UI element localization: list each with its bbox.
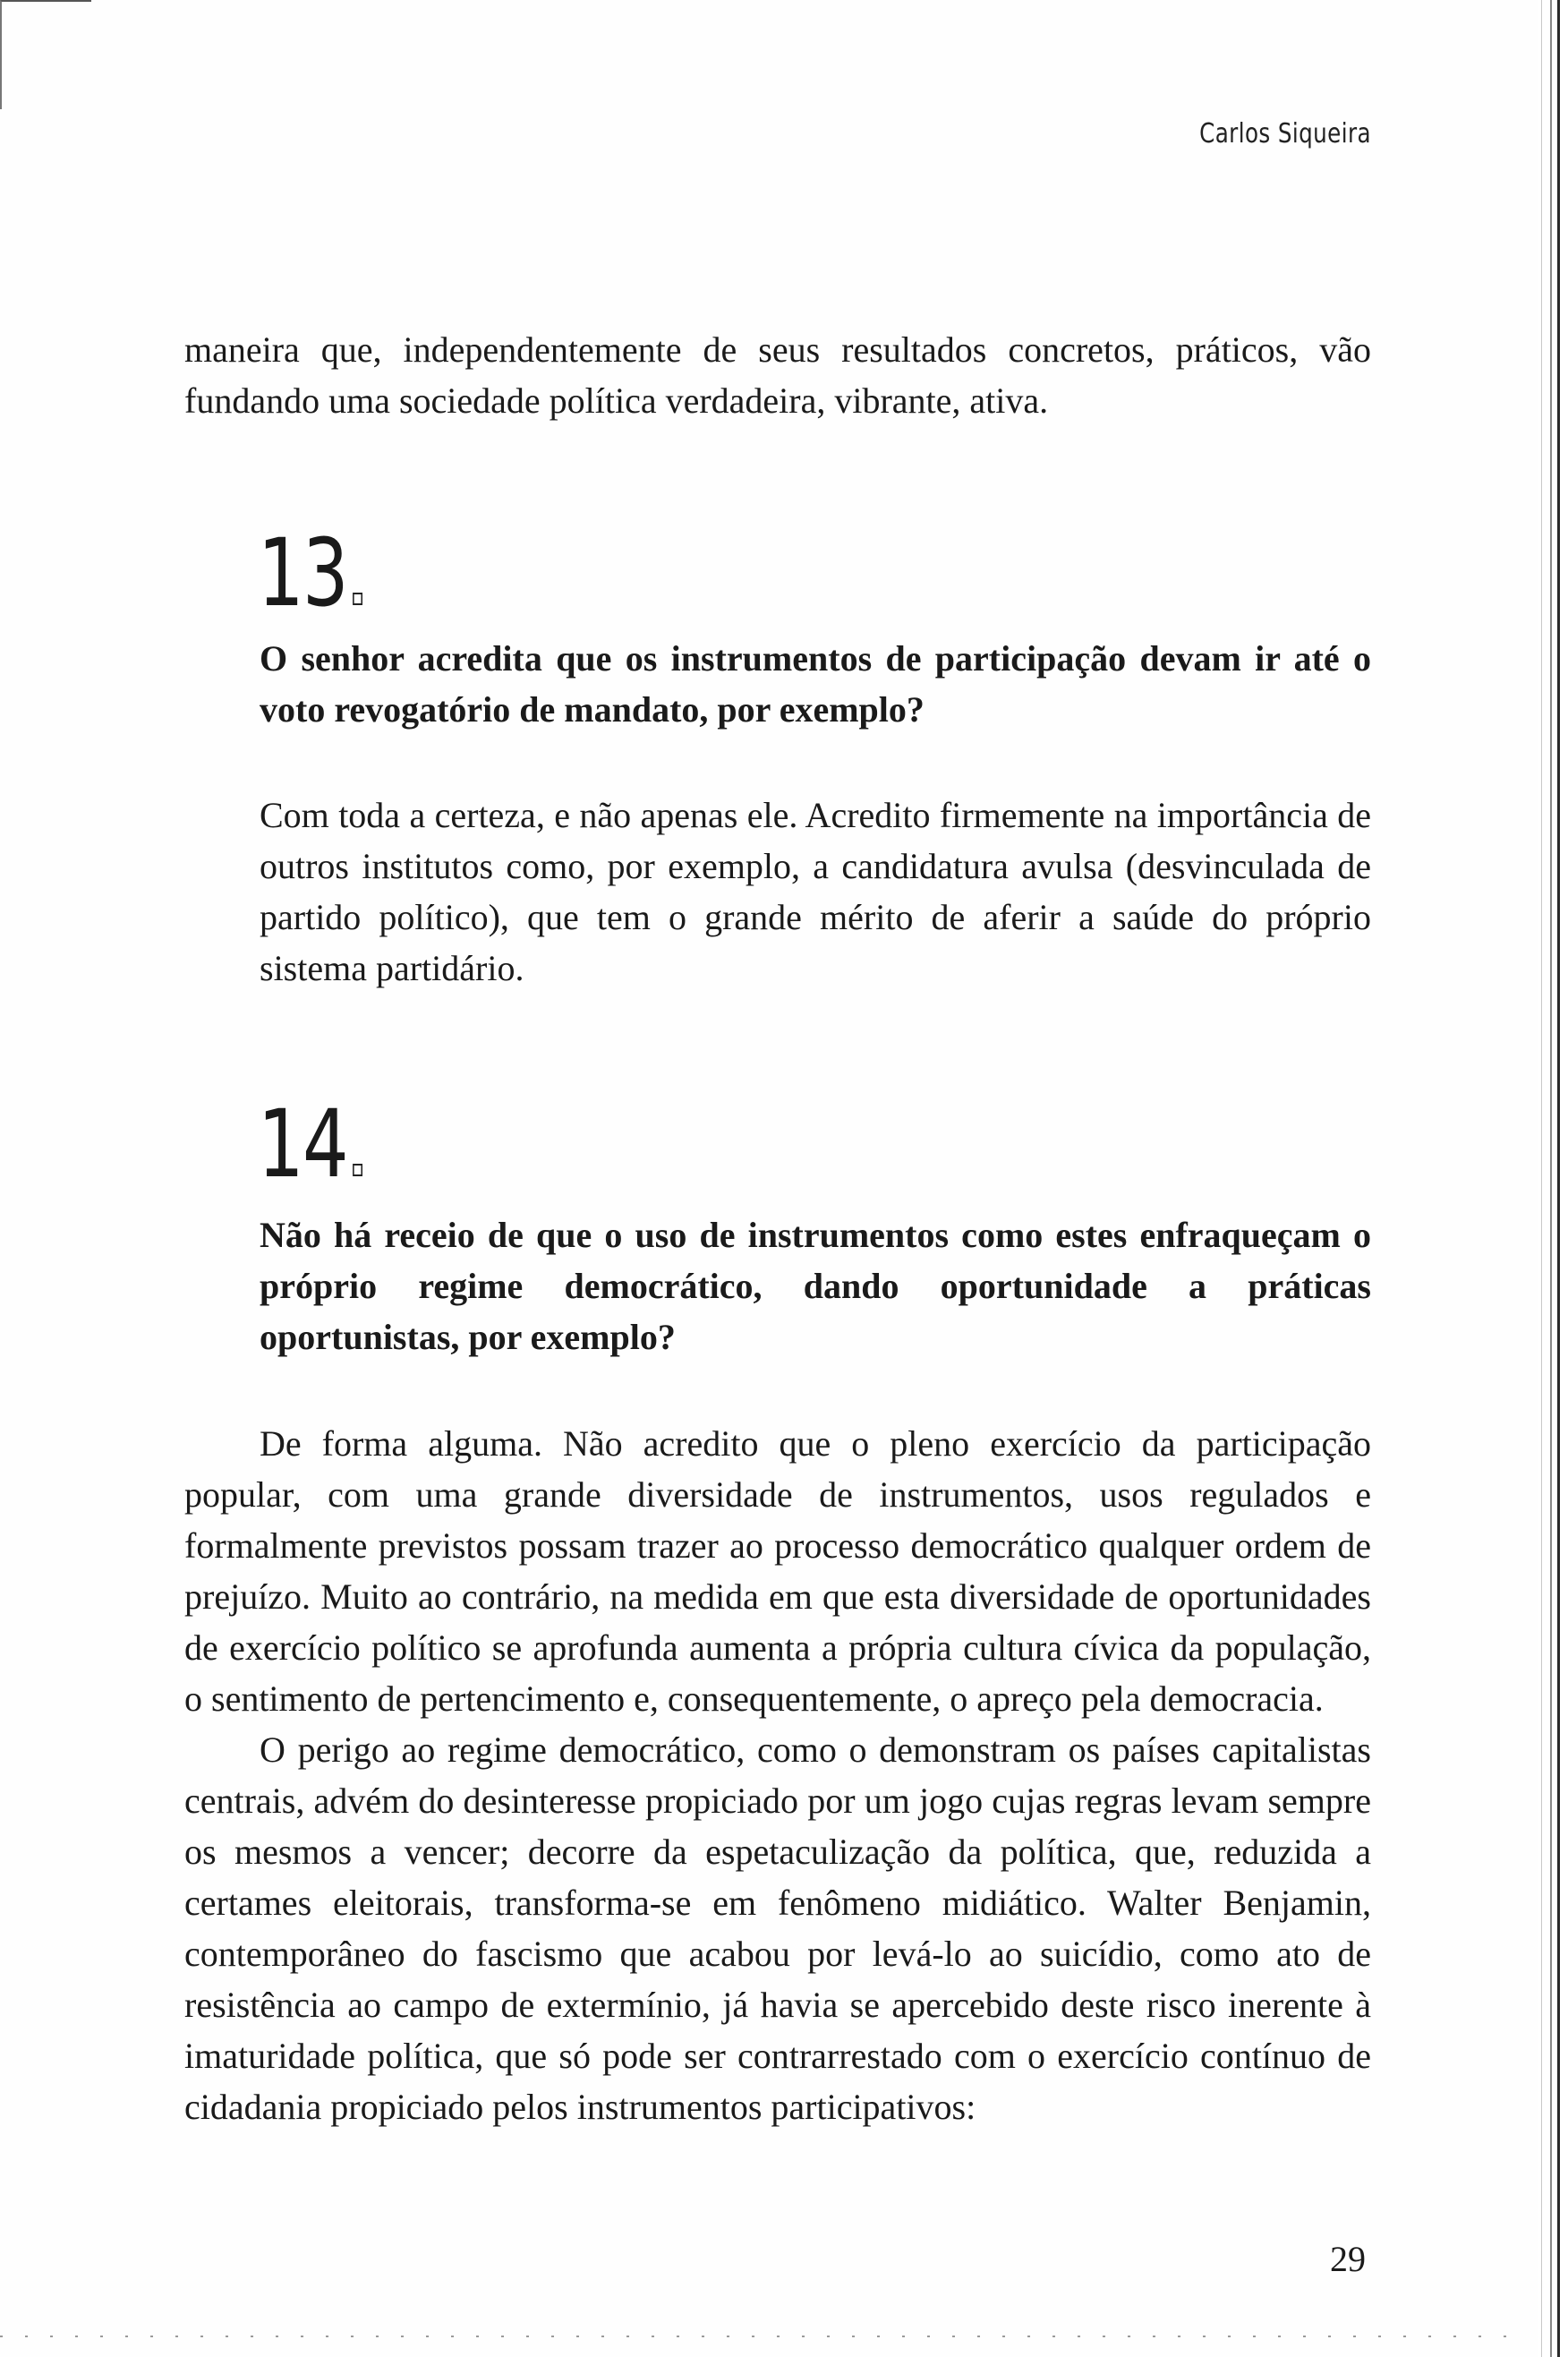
- scan-binding-edge: [1538, 0, 1568, 2357]
- section-13-question-text: O senhor acredita que os instrumentos de participação devam ir até o voto revogatório de mandato, por exemplo?: [260, 638, 1371, 730]
- square-bullet-icon: [353, 1164, 362, 1176]
- opening-text: maneira que, independentemente de seus resultados concretos, práticos, vão fundando uma sociedade política verdadeira, vibrante, ativa.: [184, 329, 1371, 421]
- section-14-answer-paragraph-2: O perigo ao regime democrático, como o demonstram os países capitalistas centrais, advém do desinteresse propiciado por um jogo cujas regras levam sempre os mesmos a vencer; decorre da espetaculização da política, que, reduzida a certames eleitorais, transforma-se em fenômeno midiático. Walter Benjamin, contemporâneo do fascismo que acabou por levá-lo ao suicídio, como ato de resistência ao campo de extermínio, já havia se apercebido deste risco inerente à imaturidade política, que só pode ser contrarrestado com o exercício contínuo de cidadania propiciado pelos instrumentos participativos:: [184, 1729, 1371, 2127]
- scan-bottom-edge: [0, 2336, 1521, 2337]
- section-14-question: [260, 1209, 1371, 1362]
- section-14-number: [258, 1089, 362, 1199]
- section-13-answer: [260, 790, 1371, 994]
- section-13-number-text: 13: [258, 518, 348, 628]
- section-13-question: [260, 633, 1371, 735]
- opening-paragraph: [184, 324, 1371, 426]
- section-13-answer-text: Com toda a certeza, e não apenas ele. Acredito firmemente na importância de outros institutos como, por exemplo, a candidatura avulsa (desvinculada de partido político), que tem o grande mérito de aferir a saúde do próprio sistema partidário.: [260, 795, 1371, 988]
- scan-corner-mark: [0, 0, 91, 109]
- section-14-number-text: 14: [258, 1089, 348, 1199]
- running-head: Carlos Siqueira: [1199, 118, 1371, 149]
- section-13-number: [258, 518, 362, 628]
- section-14-answer: [184, 1418, 1371, 2132]
- page-number: 29: [1330, 2239, 1366, 2279]
- square-bullet-icon: [353, 593, 362, 605]
- section-14-answer-paragraph-1: De forma alguma. Não acredito que o pleno exercício da participação popular, com uma grande diversidade de instrumentos, usos regulados e formalmente previstos possam trazer ao processo democrático qualquer ordem de prejuízo. Muito ao contrário, na medida em que esta diversidade de oportunidades de exercício político se aprofunda aumenta a própria cultura cívica da população, o sentimento de pertencimento e, consequentemente, o apreço pela democracia.: [184, 1423, 1371, 1719]
- section-14-question-text: Não há receio de que o uso de instrumentos como estes enfraqueçam o próprio regime democrático, dando oportunidade a práticas oportunistas, por exemplo?: [260, 1215, 1371, 1357]
